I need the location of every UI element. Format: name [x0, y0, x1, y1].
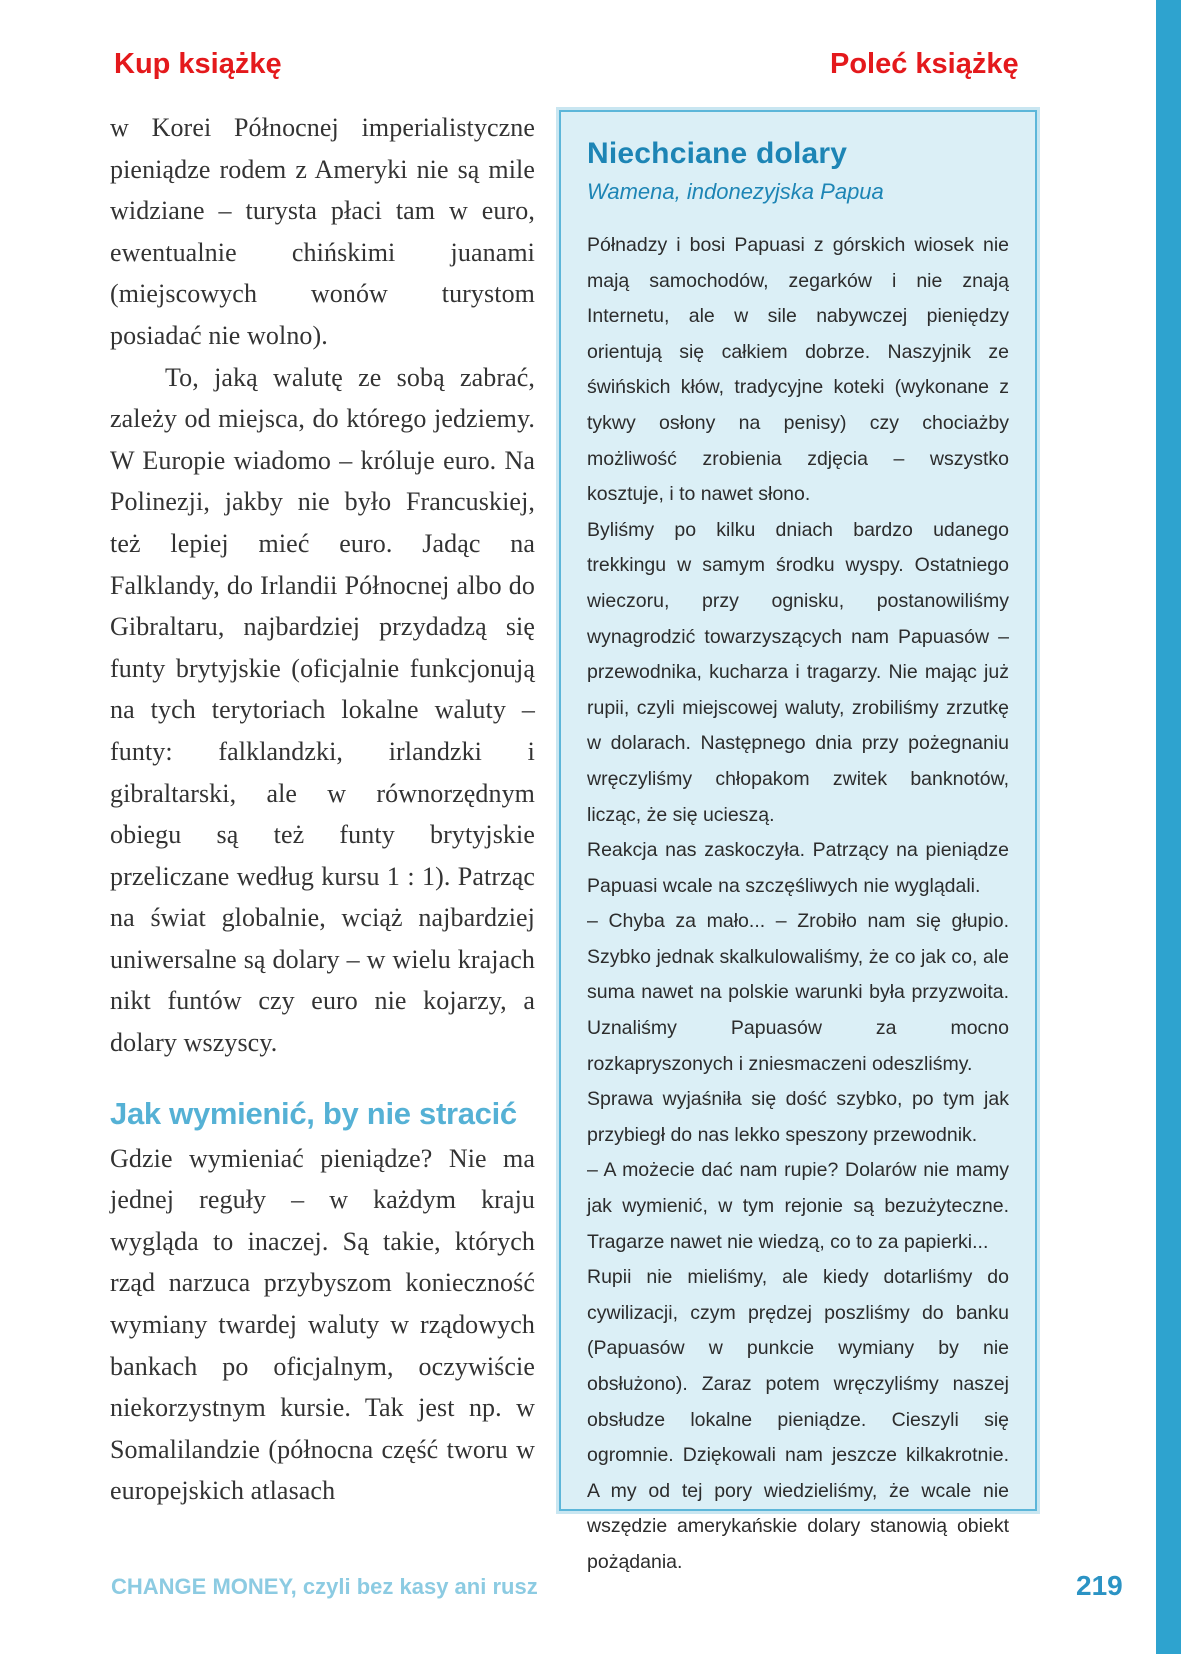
recommend-book-link[interactable]: Poleć książkę [830, 48, 1019, 80]
edge-color-bar [1156, 0, 1181, 1654]
sidebar-title: Niechciane dolary [587, 137, 848, 170]
sidebar-paragraph: Półnadzy i bosi Papuasi z górskich wiosek nie mają samochodów, zegarków i nie znają Internetu, ale w sile nabywczej pieniędzy orientują się całkiem dobrze. Naszyjnik ze świńskich kłów, tradycyjne koteki (wykonane z tykwy osłony na penisy) czy chociażby możliwość zrobienia zdjęcia – wszystko kosztuje, i to nawet słono. [587, 234, 1009, 506]
body-paragraph: w Korei Północnej imperialistyczne pieniądze rodem z Ameryki nie są mile widziane – turysta płaci tam w euro, ewentualnie chińskimi juanami (miejscowych wonów turystom posiadać nie wolno). [110, 113, 535, 350]
sidebar-box [559, 110, 1037, 1573]
main-column [110, 107, 535, 1512]
sidebar-paragraph: Byliśmy po kilku dniach bardzo udanego trekkingu w samym środku wyspy. Ostatniego wieczoru, przy ognisku, postanowiliśmy wynagrodzić towarzyszących nam Papuasów – przewodnika, kucharza i tragarzy. Nie mając już rupii, czyli miejscowej waluty, zrobiliśmy zrzutkę w dolarach. Następnego dnia przy pożegnaniu wręczyliśmy chłopakom zwitek banknotów, licząc, że się ucieszą. [587, 518, 1009, 826]
running-footer-title: CHANGE MONEY, czyli bez kasy ani rusz [111, 1574, 538, 1599]
body-paragraph: Gdzie wymieniać pieniądze? Nie ma jednej reguły – w każdym kraju wygląda to inaczej. Są takie, których rząd narzuca przybyszom konieczność wymiany twardej waluty w rządowych bankach po oficjalnym, oczywiście niekorzystnym kursie. Tak jest np. w Somalilandzie (północna część tworu w europejskich atlasach [110, 1143, 535, 1506]
section-heading: Jak wymienić, by nie stracić [110, 1095, 517, 1131]
sidebar-paragraph: Reakcja nas zaskoczyła. Patrzący na pieniądze Papuasi wcale na szczęśliwych nie wyglądali. [587, 839, 1009, 897]
page-number: 219 [1076, 1570, 1123, 1601]
sidebar-paragraph: – Chyba za mało... – Zrobiło nam się głupio. Szybko jednak skalkulowaliśmy, że co jak co, ale suma nawet na polskie warunki była przyzwoita. Uznaliśmy Papuasów za mocno rozkapryszonych i zniesmaczeni odeszliśmy. [587, 910, 1009, 1075]
buy-book-link[interactable]: Kup książkę [114, 48, 282, 80]
sidebar-paragraph: Sprawa wyjaśniła się dość szybko, po tym jak przybiegł do nas lekko speszony przewodnik. [587, 1088, 1009, 1146]
sidebar-subtitle: Wamena, indonezyjska Papua [587, 179, 884, 204]
sidebar-paragraph: – A możecie dać nam rupie? Dolarów nie mamy jak wymienić, w tym rejonie są bezużyteczne. Tragarze nawet nie wiedzą, co to za papierki... [587, 1159, 1009, 1253]
body-paragraph: To, jaką walutę ze sobą zabrać, zależy od miejsca, do którego jedziemy. W Europie wiadomo – króluje euro. Na Polinezji, jakby nie było Francuskiej, też lepiej mieć euro. Jadąc na Falklandy, do Irlandii Północnej albo do Gibraltaru, najbardziej przydadzą się funty brytyjskie (oficjalnie funkcjonują na tych terytoriach lokalne waluty – funty: falklandzki, irlandzki i gibraltarski, ale w równorzędnym obiegu są też funty brytyjskie przeliczane według kursu 1 : 1). Patrząc na świat globalnie, wciąż najbardziej uniwersalne są dolary – w wielu krajach nikt funtów czy euro nie kojarzy, a dolary wszyscy. [110, 362, 535, 1058]
sidebar-paragraph: Rupii nie mieliśmy, ale kiedy dotarliśmy do cywilizacji, czym prędzej poszliśmy do banku (Papuasów w punkcie wymiany by nie obsłużono). Zaraz potem wręczyliśmy naszej obsłudze lokalne pieniądze. Cieszyli się ogromnie. Dziękowali nam jeszcze kilkakrotnie. A my od tej pory wiedzieliśmy, że wcale nie wszędzie amerykańskie dolary stanowią obiekt pożądania. [587, 1266, 1009, 1573]
